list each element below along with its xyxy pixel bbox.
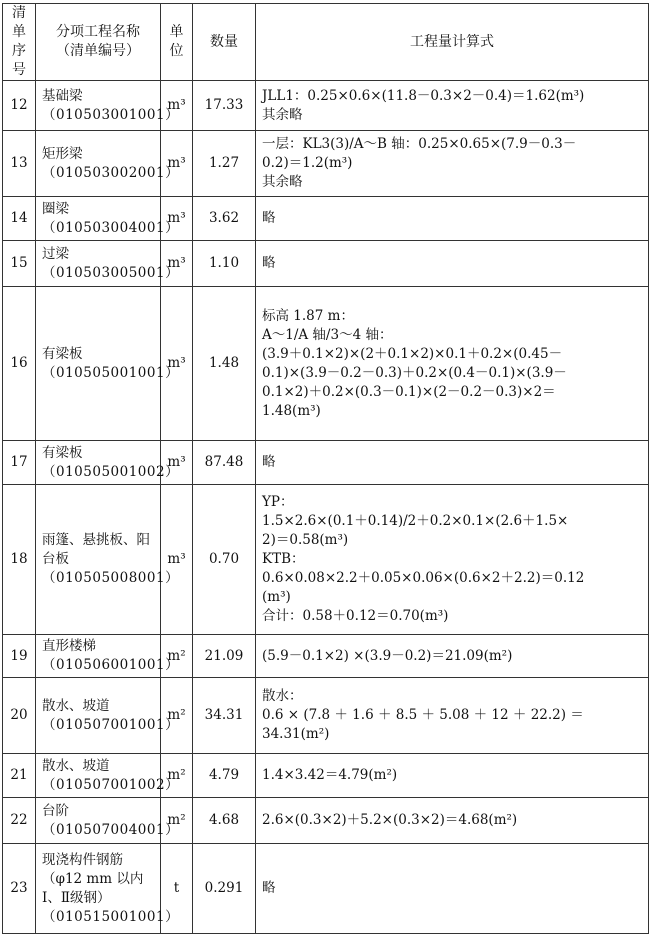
calc-line: 一层：KL3(3)/A～B 轴：0.25×0.65×(7.9－0.3－ [262,136,577,152]
calc-cell [256,131,649,197]
calc-line: (3.9＋0.1×2)×(2＋0.1×2)×0.1＋0.2×(0.45－ [262,345,563,362]
item-code: （010507001002） [42,776,180,793]
item-name: 基础梁 [42,87,83,104]
item-name: 台阶 [42,802,69,819]
item-code: （010507001001） [42,716,180,733]
header-unit: 单 位 [161,4,193,81]
unit-cell: m³ [161,197,193,241]
table-row [3,81,649,131]
item-name: 现浇构件钢筋（φ12 mm 以内Ⅰ、Ⅱ级钢） [42,851,144,906]
calc-line: 略 [262,255,276,271]
calc-cell [256,485,649,635]
table-row [3,844,649,934]
table-row [3,441,649,485]
item-code: （010505001001） [42,364,180,381]
quantity-cell: 0.291 [193,844,256,934]
item-code: （010505008001） [42,570,180,586]
row-number: 22 [3,798,36,844]
calc-cell [256,287,649,441]
calc-line: 略 [262,880,276,896]
calc-cell [256,798,649,844]
row-number: 13 [3,131,36,197]
item-code: （010507004001） [42,821,180,838]
unit-cell: m³ [161,131,193,197]
item-name: 散水、坡道 [42,697,110,714]
quantity-cell: 0.70 [193,485,256,635]
table-body [3,81,649,934]
item-code: （010505001002） [42,463,180,480]
calc-line: 其余略 [262,174,303,190]
calc-line: 其余略 [262,106,303,123]
quantity-cell: 1.48 [193,287,256,441]
quantity-cell: 4.68 [193,798,256,844]
table-row [3,754,649,798]
calc-line: 1.4×3.42＝4.79(m²) [262,767,398,783]
calc-cell [256,81,649,131]
row-number: 17 [3,441,36,485]
calc-line: 0.2)＝1.2(m³) [262,155,353,171]
quantity-cell: 1.27 [193,131,256,197]
item-name: 有梁板 [42,345,83,362]
calc-cell [256,678,649,754]
item-name: 过梁 [42,245,69,262]
item-name: 矩形梁 [42,145,83,162]
quantity-cell: 17.33 [193,81,256,131]
quantity-cell: 1.10 [193,241,256,287]
calc-cell [256,635,649,678]
item-cell [36,844,180,934]
calc-cell [256,754,649,798]
calc-cell [256,844,649,934]
header-qty: 数量 [193,4,256,81]
calc-line: 合计：0.58＋0.12＝0.70(m³) [262,608,449,624]
row-number: 12 [3,81,36,131]
table-row [3,485,649,635]
calc-line: 1.5×2.6×(0.1＋0.14)/2＋0.2×0.1×(2.6＋1.5× [262,513,569,529]
calc-line: (m³) [262,589,291,605]
calc-cell [256,241,649,287]
item-code: （010503005001） [42,264,180,281]
header-name: 分项工程名称 （清单编号） [36,4,161,81]
calc-line: JLL1：0.25×0.6×(11.8－0.3×2－0.4)＝1.62(m³) [262,87,585,104]
quantity-cell: 34.31 [193,678,256,754]
quantity-cell: 21.09 [193,635,256,678]
header-no: 清单 序号 [3,4,36,81]
unit-cell: m³ [161,81,193,131]
unit-cell: t [161,844,193,934]
unit-cell: m³ [161,241,193,287]
unit-cell: m² [161,754,193,798]
calc-line: (5.9－0.1×2) ×(3.9－0.2)＝21.09(m²) [262,647,513,664]
item-code: （010503002001） [42,164,180,181]
item-code: （010506001001） [42,657,180,673]
item-name: 有梁板 [42,444,83,461]
calc-line: 略 [262,210,276,226]
calc-line: 2.6×(0.3×2)＋5.2×(0.3×2)＝4.68(m²) [262,812,518,828]
row-number: 18 [3,485,36,635]
calc-line: 34.31(m²) [262,726,330,742]
table-row [3,798,649,844]
quantity-cell: 3.62 [193,197,256,241]
item-code: （010503001001） [42,106,180,123]
calc-line: 2)＝0.58(m³) [262,532,349,548]
calc-line: 散水： [262,688,303,704]
calc-line: KTB： [262,551,305,567]
unit-cell: m³ [161,441,193,485]
table-row [3,131,649,197]
unit-cell: m² [161,678,193,754]
table-row [3,287,649,441]
table-row [3,197,649,241]
quantity-cell: 87.48 [193,441,256,485]
row-number: 23 [3,844,36,934]
row-number: 14 [3,197,36,241]
row-number: 15 [3,241,36,287]
calc-line: 0.1×2)＋0.2×(0.3－0.1)×(2－0.2－0.3)×2＝ [262,383,556,400]
item-code: （010515001001） [42,908,180,925]
row-number: 20 [3,678,36,754]
table-row [3,678,649,754]
quantity-cell: 4.79 [193,754,256,798]
table-row [3,241,649,287]
row-number: 21 [3,754,36,798]
row-number: 16 [3,287,36,441]
calc-line: YP： [262,494,294,510]
calc-line: 0.6×0.08×2.2＋0.05×0.06×(0.6×2＋2.2)＝0.12 [262,570,585,586]
calc-line: A～1/A 轴/3～4 轴： [262,326,393,343]
header-calc: 工程量计算式 [256,4,649,81]
item-name: 散水、坡道 [42,757,110,774]
header-row [3,4,649,81]
item-name: 圈梁 [42,200,69,217]
calc-cell [256,441,649,485]
calc-line: 略 [262,454,276,470]
unit-cell: m² [161,798,193,844]
calc-cell [256,197,649,241]
calc-line: 0.1)×(3.9－0.2－0.3)＋0.2×(0.4－0.1)×(3.9－ [262,364,567,381]
calc-line: 0.6 × (7.8 ＋ 1.6 ＋ 8.5 ＋ 5.08 ＋ 12 ＋ 22.2) ＝ [262,707,584,723]
unit-cell: m² [161,635,193,678]
item-name: 雨篷、悬挑板、阳台板 [42,532,150,567]
item-name: 直形楼梯 [42,638,96,654]
unit-cell: m³ [161,485,193,635]
table-row [3,635,649,678]
calc-line: 标高 1.87 m： [262,307,354,324]
row-number: 19 [3,635,36,678]
quantity-table [2,3,649,934]
calc-line: 1.48(m³) [262,402,321,419]
unit-cell: m³ [161,287,193,441]
item-code: （010503004001） [42,219,180,236]
